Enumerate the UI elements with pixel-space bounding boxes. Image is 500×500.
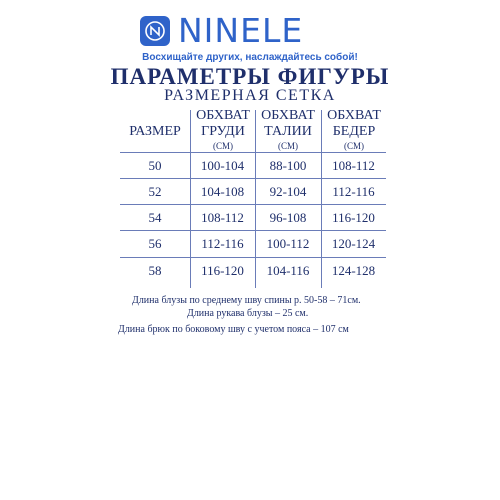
cell-size: 56 (148, 236, 162, 251)
brand-logo (140, 11, 304, 50)
cell-size: 54 (148, 210, 162, 225)
cell-chest: 100-104 (200, 158, 245, 173)
cell-chest: 116-120 (201, 263, 244, 278)
header-chest: ОБХВАТ ГРУДИ (СМ) (196, 108, 250, 151)
cell-hips: 112-116 (332, 184, 375, 199)
header-size: РАЗМЕР (129, 124, 181, 139)
grid-line-horizontal (120, 257, 386, 258)
cell-hips: 124-128 (331, 263, 376, 278)
page-title: ПАРАМЕТРЫ ФИГУРЫ (110, 64, 390, 89)
cell-hips: 116-120 (332, 210, 375, 225)
grid-line-horizontal (120, 230, 386, 231)
grid-line-horizontal (120, 152, 386, 153)
cell-size: 50 (148, 158, 162, 173)
logo-badge-icon (140, 16, 170, 46)
cell-size: 58 (148, 263, 162, 278)
cell-waist: 104-116 (266, 263, 310, 278)
header-waist: ОБХВАТ ТАЛИИ (СМ) (261, 108, 315, 151)
cell-chest: 112-116 (201, 236, 244, 251)
cell-size: 52 (148, 184, 162, 199)
note-trousers-length: Длина брюк по боковому шву с учетом пояса – 107 см (118, 324, 349, 335)
cell-waist: 96-108 (269, 210, 307, 225)
page-subtitle: РАЗМЕРНАЯ СЕТКА (164, 87, 336, 104)
grid-line-horizontal (120, 204, 386, 205)
note-blouse-length: Длина блузы по среднему шву спины р. 50-58 – 71см. (132, 295, 361, 306)
cell-waist: 100-112 (266, 236, 310, 251)
cell-waist: 92-104 (269, 184, 307, 199)
note-sleeve-length: Длина рукава блузы – 25 см. (187, 308, 309, 319)
cell-hips: 108-112 (332, 158, 375, 173)
brand-name: NINELE (178, 11, 304, 50)
cell-hips: 120-124 (331, 236, 376, 251)
cell-chest: 108-112 (201, 210, 244, 225)
grid-line-horizontal (120, 178, 386, 179)
cell-waist: 88-100 (269, 158, 307, 173)
brand-slogan: Восхищайте других, наслаждайтесь собой! (142, 52, 358, 63)
cell-chest: 104-108 (200, 184, 245, 199)
header-hips: ОБХВАТ БЕДЕР (СМ) (327, 108, 381, 151)
